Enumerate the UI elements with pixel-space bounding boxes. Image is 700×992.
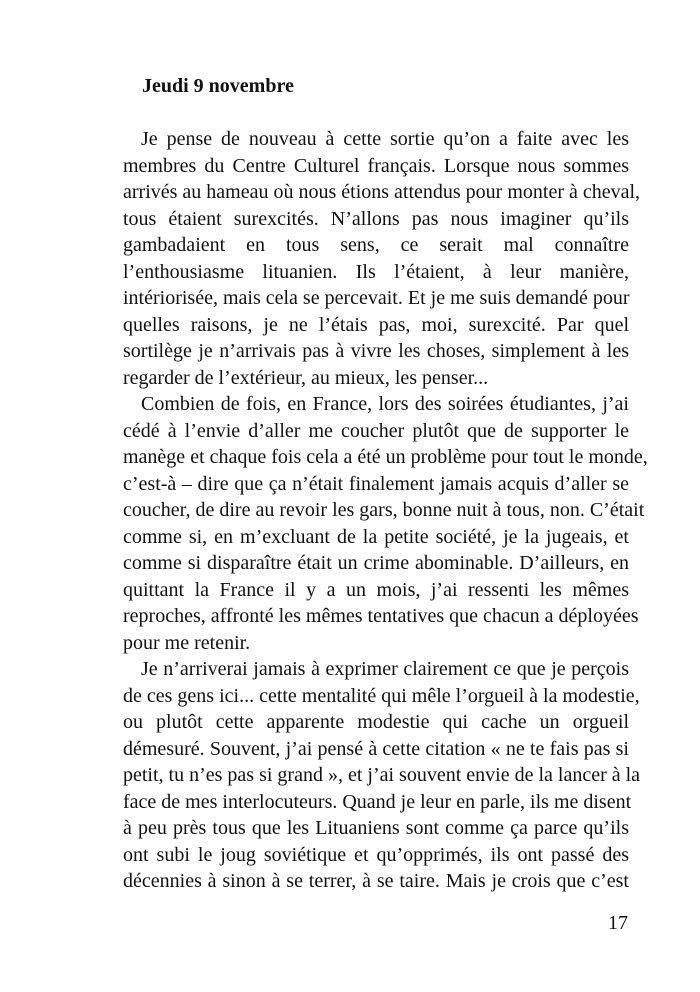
text-line: décennies à sinon à se terrer, à se taire. Mais je crois que c’est — [123, 870, 629, 892]
text-line: intériorisée, mais cela se percevait. Et je me suis demandé pour — [123, 287, 630, 309]
text-line: quittant la France il y a un mois, j’ai ressenti les mêmes — [123, 578, 629, 601]
text-line: regarder de l’extérieur, au mieux, les penser... — [123, 366, 489, 389]
text-line: ont subi le joug soviétique et qu’opprimés, ils ont passé des — [123, 843, 629, 866]
text-line: coucher, de dire au revoir les gars, bonne nuit à tous, non. C’était — [123, 499, 645, 521]
text-line: cédé à l’envie d’aller me coucher plutôt que de supporter le — [123, 419, 629, 442]
text-line: quelles raisons, je ne l’étais pas, moi, surexcité. Par quel — [123, 313, 629, 336]
text-line: face de mes interlocuteurs. Quand je leur en parle, ils me disent — [123, 790, 632, 813]
text-line: reproches, affronté les mêmes tentatives que chacun a déployées — [123, 605, 639, 627]
text-line: Combien de fois, en France, lors des soirées étudiantes, j’ai — [141, 393, 629, 415]
text-line: démesuré. Souvent, j’ai pensé à cette citation « ne te fais pas si — [123, 737, 629, 760]
text-line: tous étaient surexcités. N’allons pas nous imaginer qu’ils — [123, 207, 629, 230]
diary-entry-heading: Jeudi 9 novembre — [142, 75, 294, 97]
text-line: à peu près tous que les Lituaniens sont comme ça parce qu’ils — [123, 817, 629, 839]
text-line: Je n’arriverai jamais à exprimer clairement ce que je perçois — [141, 658, 629, 680]
page-number: 17 — [608, 912, 628, 934]
text-line: ou plutôt cette apparente modestie qui cache un orgueil — [123, 711, 629, 733]
text-line: pour me retenir. — [123, 631, 251, 654]
paragraph — [123, 126, 641, 391]
paragraph — [123, 656, 641, 895]
text-line: arrivés au hameau où nous étions attendus pour monter à cheval, — [123, 181, 641, 203]
text-line: comme si, en m’excluant de la petite société, je la jugeais, et — [123, 525, 629, 548]
text-line: de ces gens ici... cette mentalité qui mêle l’orgueil à la modestie, — [123, 684, 640, 707]
text-line: c’est-à – dire que ça n’était finalement jamais acquis d’aller se — [123, 472, 629, 495]
text-line: gambadaient en tous sens, ce serait mal connaître — [123, 234, 629, 256]
text-line: comme si disparaître était un crime abominable. D’ailleurs, en — [123, 552, 629, 574]
text-line: Je pense de nouveau à cette sortie qu’on a faite avec les — [141, 128, 629, 150]
text-line: l’enthousiasme lituanien. Ils l’étaient, à leur manière, — [123, 260, 629, 283]
body-text — [123, 126, 648, 895]
text-line: petit, tu n’es pas si grand », et j’ai souvent envie de la lancer à la — [123, 764, 641, 786]
text-line: membres du Centre Culturel français. Lorsque nous sommes — [123, 154, 629, 177]
text-line: sortilège je n’arrivais pas à vivre les choses, simplement à les — [123, 340, 629, 362]
text-line: manège et chaque fois cela a été un problème pour tout le monde, — [123, 446, 648, 468]
paragraph — [123, 391, 648, 656]
